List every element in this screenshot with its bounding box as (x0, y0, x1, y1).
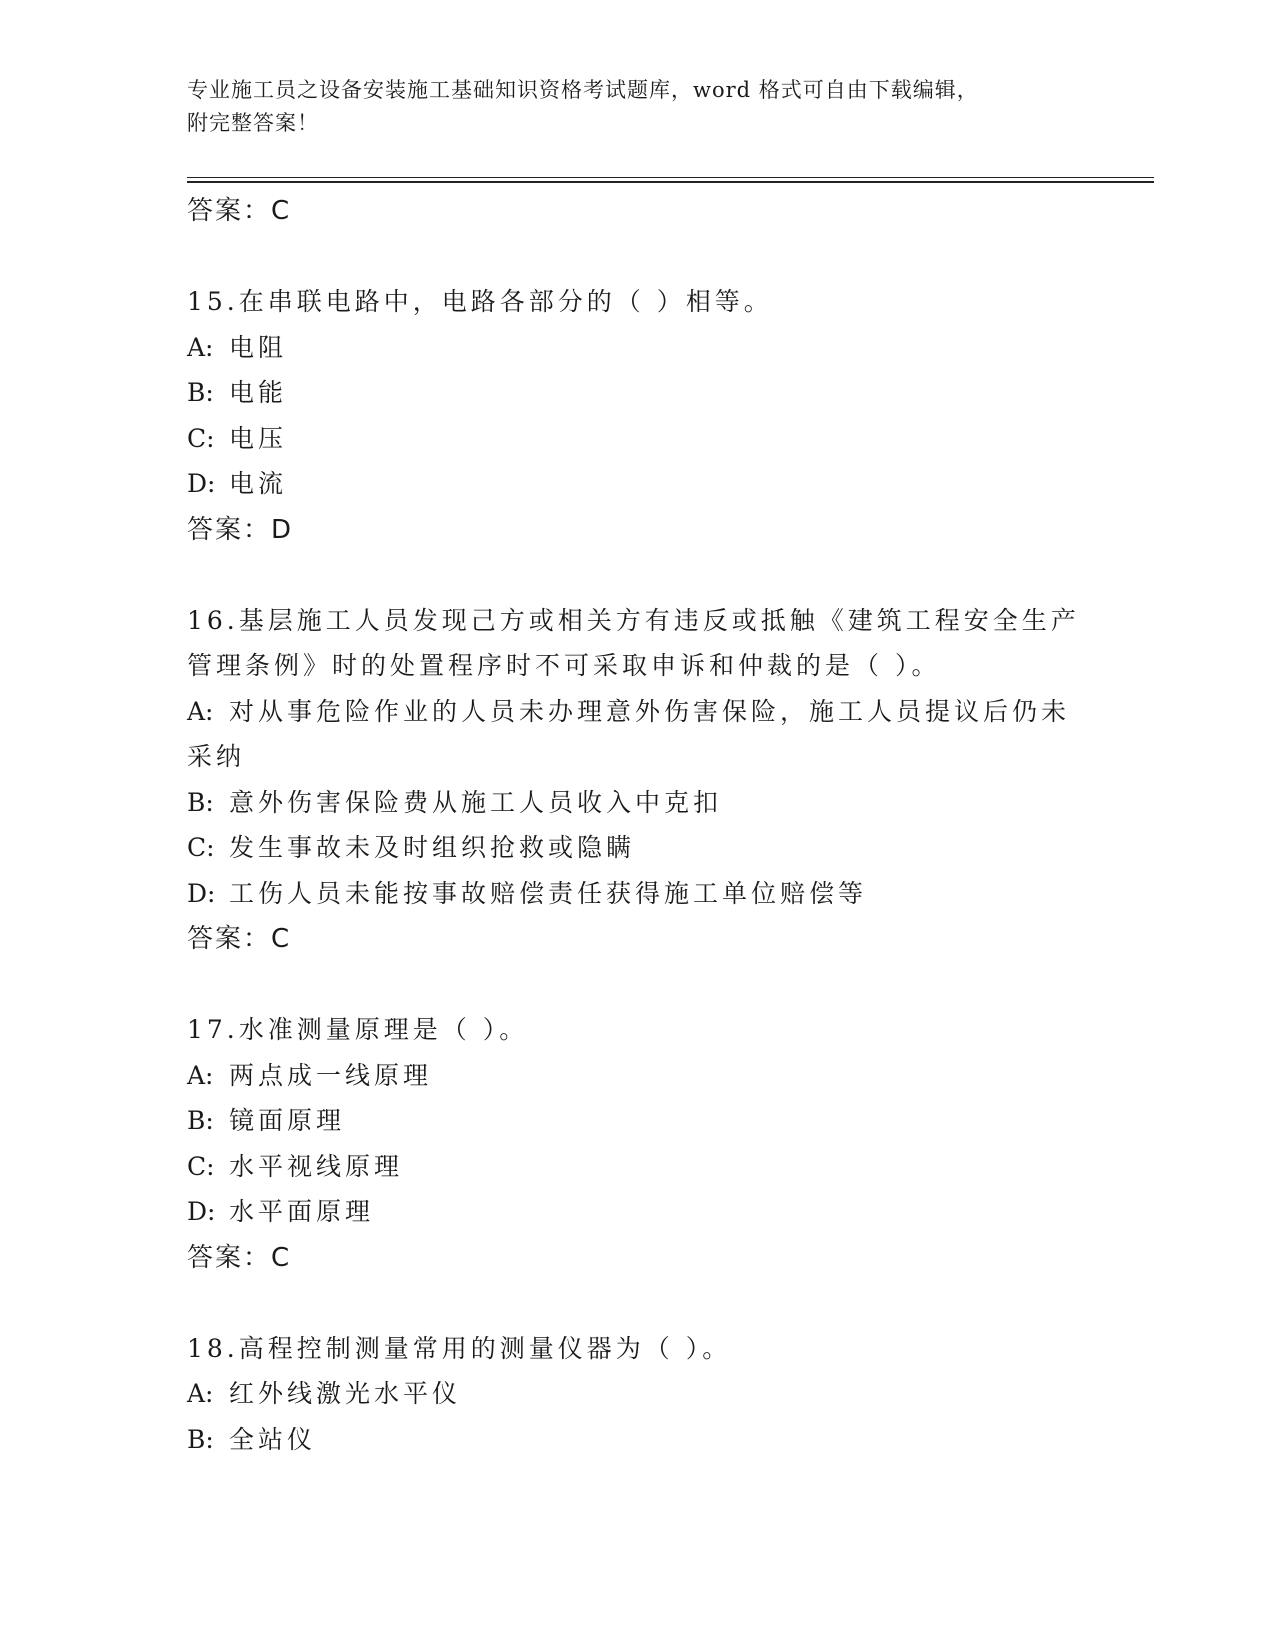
question-block (187, 1007, 1087, 1281)
option-d (187, 461, 1087, 507)
option-a-continuation: 采纳 (187, 742, 246, 771)
option-letter: D: (187, 1197, 216, 1226)
option-text: 全站仪 (229, 1424, 317, 1454)
option-text: 红外线激光水平仪 (229, 1379, 462, 1408)
answer-line: 答案：D (187, 514, 294, 545)
option-d (187, 1189, 1087, 1235)
option-letter: B: (187, 787, 214, 817)
option-letter: A: (187, 1379, 214, 1408)
option-text: 电能 (229, 378, 288, 407)
option-letter: B: (187, 378, 214, 407)
answer-line: 答案：C (187, 924, 292, 954)
option-letter: C: (187, 1151, 215, 1181)
spacer (187, 962, 1087, 1007)
option-letter: C: (187, 423, 215, 453)
page-header (187, 74, 1067, 140)
option-letter: A: (187, 1060, 214, 1090)
option-a (187, 689, 1087, 735)
option-text: 意外伤害保险费从施工人员收入中克扣 (229, 787, 723, 817)
option-text: 两点成一线原理 (229, 1060, 433, 1090)
option-b (187, 1417, 1087, 1463)
previous-answer: 答案：C (187, 196, 292, 226)
spacer (187, 234, 1087, 279)
option-letter: D: (187, 878, 216, 908)
header-line-1: 专业施工员之设备安装施工基础知识资格考试题库，word 格式可自由下载编辑， (187, 78, 979, 102)
option-text: 工伤人员未能按事故赔偿责任获得施工单位赔偿等 (229, 878, 868, 908)
option-letter: A: (187, 332, 214, 362)
option-text: 电流 (229, 469, 288, 498)
option-text: 电阻 (229, 332, 288, 362)
answer-line: 答案：C (187, 1242, 292, 1273)
option-a (187, 1053, 1087, 1099)
option-a (187, 1371, 1087, 1417)
option-text: 水平视线原理 (229, 1151, 404, 1181)
question-text-line-1: 16.基层施工人员发现己方或相关方有违反或抵触《建筑工程安全生产 (187, 605, 1080, 635)
spacer (187, 1281, 1087, 1326)
question-list (187, 188, 1087, 1462)
option-b (187, 370, 1087, 416)
option-b (187, 780, 1087, 826)
option-text: 镜面原理 (229, 1106, 346, 1135)
option-d (187, 871, 1087, 917)
question-text: 18.高程控制测量常用的测量仪器为（ ）。 (187, 1333, 732, 1363)
question-text: 15.在串联电路中，电路各部分的（ ）相等。 (187, 287, 773, 316)
option-letter: B: (187, 1424, 214, 1454)
question-block (187, 1326, 1087, 1463)
option-text: 电压 (229, 423, 288, 453)
option-text: 水平面原理 (229, 1197, 375, 1226)
question-block (187, 279, 1087, 553)
option-letter: A: (187, 696, 214, 726)
option-a (187, 325, 1087, 371)
question-block (187, 598, 1087, 963)
header-line-2: 附完整答案！ (187, 111, 319, 135)
spacer (187, 553, 1087, 598)
option-letter: C: (187, 833, 215, 862)
option-c (187, 825, 1087, 871)
option-b (187, 1098, 1087, 1144)
header-rule-thin (187, 177, 1154, 178)
question-text-line-2: 管理条例》时的处置程序时不可采取申诉和仲裁的是（ ）。 (187, 651, 941, 680)
option-c (187, 1144, 1087, 1190)
header-rule-thick (187, 181, 1154, 183)
option-letter: B: (187, 1106, 214, 1135)
option-text: 对从事危险作业的人员未办理意外伤害保险，施工人员提议后仍未 (229, 696, 1071, 726)
option-text: 发生事故未及时组织抢救或隐瞒 (229, 833, 636, 862)
option-letter: D: (187, 469, 216, 498)
option-c (187, 416, 1087, 462)
question-text: 17.水准测量原理是（ ）。 (187, 1015, 529, 1044)
